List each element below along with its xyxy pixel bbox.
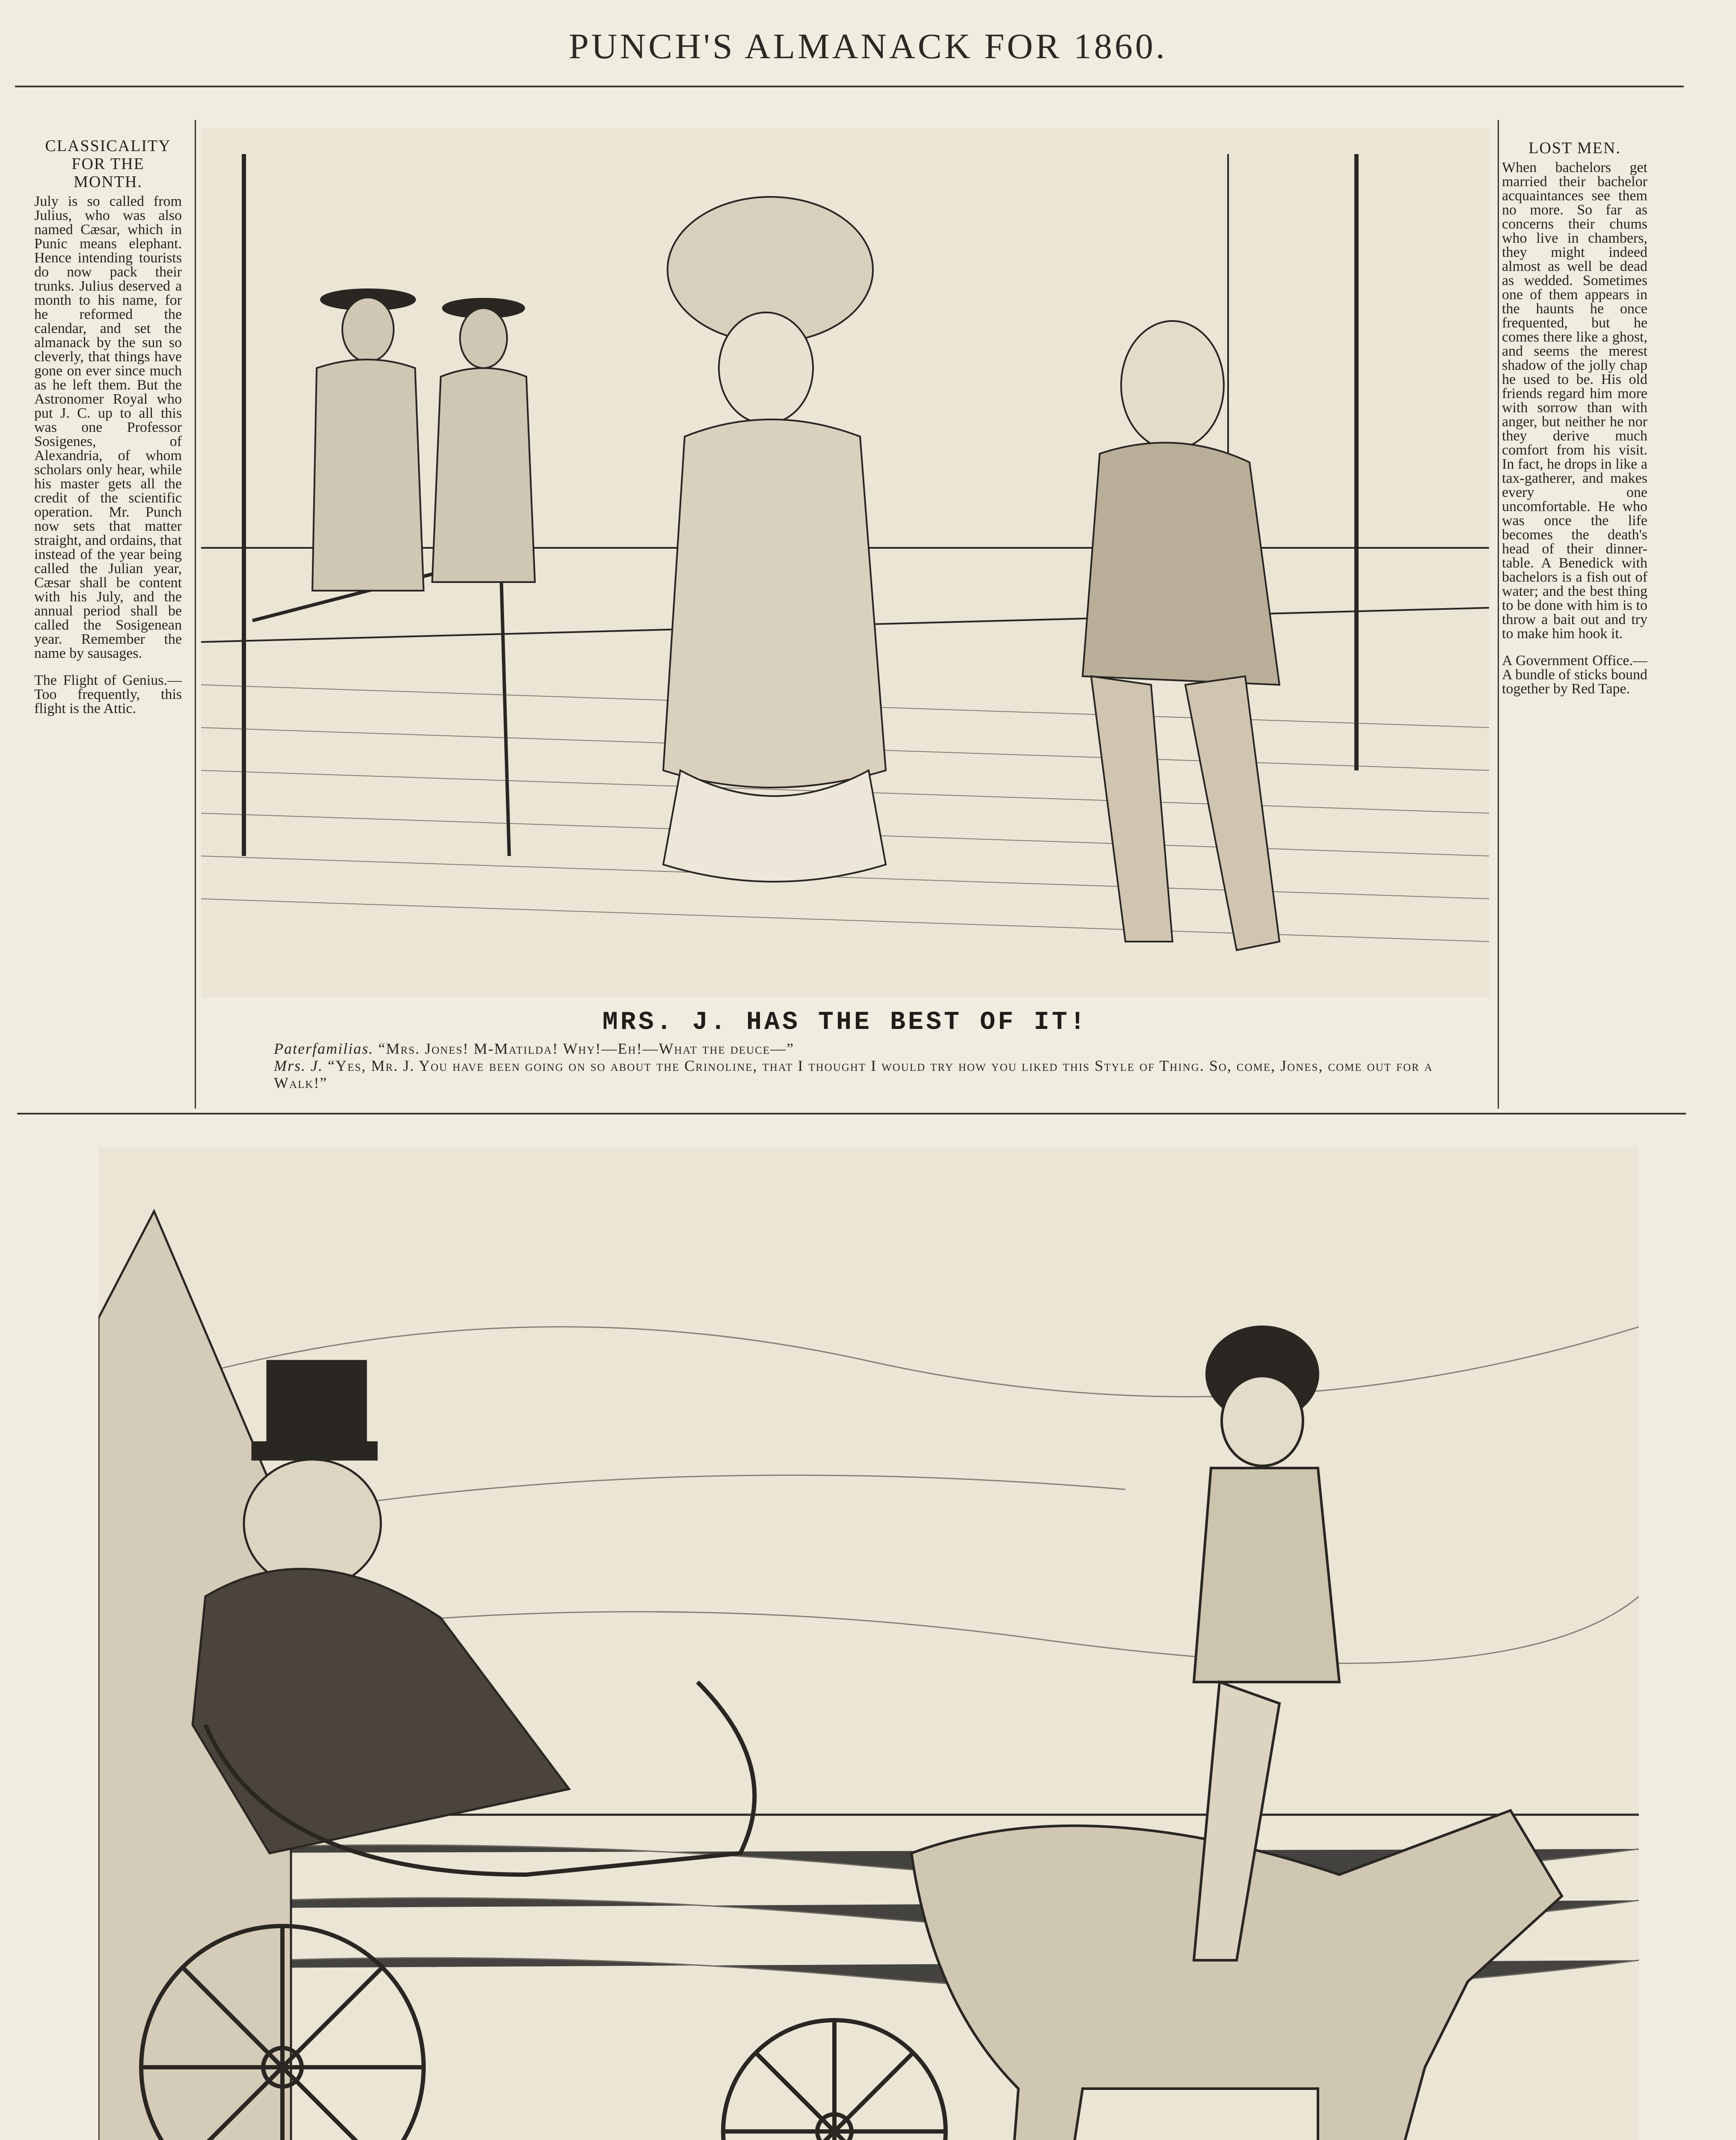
right-column-rule (1498, 120, 1499, 1109)
classicality-heading: CLASSICALITY FOR THE MONTH. (45, 137, 171, 191)
cartoon1-speaker-1: Paterfamilias. (274, 1040, 374, 1057)
classicality-body: July is so called from Julius, who was also named Cæsar, which in Punic means elephant. Hence intending tourists do now pack their trunks. Julius deserved a month to his name, for he reformed the calendar, and set the almanack by the sun so cleverly, that things have gone on ever since much as he left them. But the Astronomer Royal who put J. C. up to all this was one Professor Sosigenes, of Alexandria, of whom scholars only hear, while his master gets all the credit of the scientific operation. Mr. Punch now sets that matter straight, and ordains, that instead of the year being called the Julian year, Cæsar shall be content with his July, and the annual period shall be called the Sosigenean year. Remember the name by sausages. (34, 193, 182, 661)
running-title: PUNCH'S ALMANACK FOR 1860. (569, 27, 1167, 66)
government-office: A Government Office.—A bundle of sticks bound together by Red Tape. (1502, 653, 1647, 697)
cartoon1-caption (223, 1040, 1481, 1091)
carriage-cartoon-illustration (98, 1147, 1639, 2140)
cartoon1-title: MRS. J. HAS THE BEST OF IT! (602, 1008, 1088, 1037)
left-column-rule (195, 120, 196, 1109)
cartoon1-line-1: “Mrs. Jones! M-Matilda! Why!—Eh!—What the deuce—” (378, 1040, 795, 1057)
crinoline-cartoon-illustration (201, 128, 1489, 997)
mid-rule (17, 1113, 1686, 1115)
top-rule (15, 86, 1684, 87)
flight-of-genius: The Flight of Genius.—Too frequently, this flight is the Attic. (34, 672, 182, 716)
lost-men-heading: LOST MEN. (1528, 139, 1621, 157)
crinoline-engraving (201, 128, 1489, 997)
classicality-article (34, 137, 182, 716)
lost-men-body: When bachelors get married their bachelor acquaintances see them no more. So far as concerns their chums who live in chambers, they might indeed almost as well be dead as wedded. Sometimes one of them appears in the haunts he once frequented, but he comes there like a ghost, and seems the merest shadow of the jolly chap he used to be. His old friends regard him more with sorrow than with anger, but neither he nor they derive much comfort from his visit. In fact, he drops in like a tax-gatherer, and makes every one uncomfortable. He who was once the life becomes the death's head of their dinner-table. A Benedick with bachelors is a fish out of water; and the best thing to be done with him is to throw a bait out and try to make him hook it. (1502, 160, 1647, 642)
carriage-engraving (98, 1147, 1639, 2140)
cartoon1-speaker-2: Mrs. J. (274, 1057, 323, 1074)
cartoon1-line-2: “Yes, Mr. J. You have been going on so about the Crinoline, that I thought I would try how you liked this Style of Thing. So, come, Jones, come out for a Walk!” (274, 1057, 1433, 1091)
lost-men-article (1502, 139, 1647, 696)
